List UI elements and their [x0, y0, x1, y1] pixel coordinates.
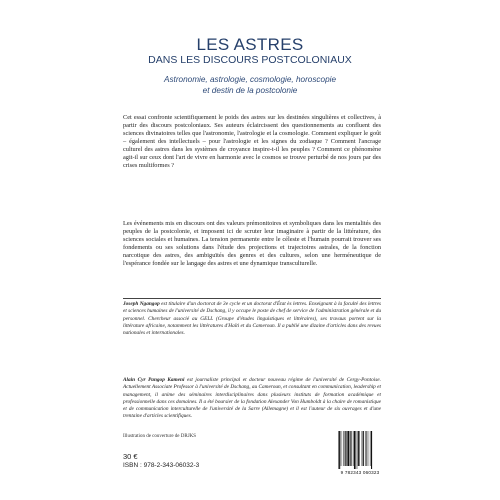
barcode-digits: 9 782343 060323 [340, 470, 380, 475]
summary-paragraph-2: Les événements mis en discours ont des valeurs prémonitoires et symboliques dans les mentalités des peuples de la postcolonie, et imposent ici de scruter leur imaginaire à partir de la littérature, des sciences sociales et humaines. La tension permanente entre le céleste et l'humain pourrait trouver ses fondements ou ses solutions dans l'étude des projections et trajectoires astrales, de la fonction narcotique des astres, des ambiguïtés des genres et des cultures, selon une herméneutique de l'espérance fondée sur le langage des astres et une dynamique transculturelle. [123, 220, 381, 268]
book-tagline-line-2: et destin de la postcolonie [202, 86, 298, 95]
back-cover [90, 0, 410, 500]
barcode-bar [370, 431, 371, 466]
divider [123, 298, 381, 299]
barcode-icon [337, 431, 383, 469]
barcode-bar [343, 431, 344, 466]
barcode-bar [339, 431, 340, 469]
barcode-bar [366, 431, 367, 466]
author-bio-1 [123, 301, 381, 375]
isbn: ISBN : 978-2-343-06032-3 [123, 462, 200, 469]
summary-paragraph-1: Cet essai confronte scientifiquement le poids des astres sur les destinées singulières et collectives, à partir des discours postcoloniaux. Ses auteurs éclaircissent des questionnements au confluent des sciences divinatoires telles que l'astronomie, l'astrologie et la cosmologie. Comment expliquer le goût – également des intellectuels – pour l'astrologie et les signes du zodiaque ? Comment l'ancrage culturel des astres dans les systèmes de croyance inspire-t-il les peuples ? Comment ce phénomène agit-il sur ceux dont l'art de vivre en harmonie avec le cosmos se trouve perturbé de nos jours par des crises multiformes ? [123, 114, 381, 170]
author-name-1: Joseph Ngangop [123, 301, 160, 307]
author-name-2: Alain Cyr Pangop Kameni [123, 377, 185, 383]
barcode-bar [351, 431, 352, 466]
barcode-bar [353, 431, 354, 466]
barcode-bar [358, 431, 359, 466]
barcode-bar [368, 431, 369, 466]
book-subtitle: DANS LES DISCOURS POSTCOLONIAUX [148, 54, 352, 66]
author-bio-text-1: est titulaire d'un doctorat de 3e cycle et un doctorat d'État ès lettres. Enseignant à la faculté des lettres et sciences humaines de l'université de Dschang, il y occupe le poste de chef de service de l'administration générale et du personnel. Chercheur associé au GELL (Groupe d'études linguistiques et littéraires), ses travaux portent sur la littérature africaine, notamment les littératures d'Haïti et du Cameroun. Il a publié une dizaine d'articles dans des revues nationales et internationales. [123, 301, 381, 337]
barcode-bar [345, 431, 346, 466]
barcode-bar [354, 431, 356, 469]
barcode-bar [338, 431, 339, 469]
barcode-bar [365, 431, 366, 466]
barcode-bar [350, 431, 351, 466]
barcode-bar [341, 431, 342, 466]
book-title: LES ASTRES [196, 35, 304, 54]
barcode-bar [357, 431, 358, 469]
barcode-bar [363, 431, 364, 466]
price: 30 € [123, 452, 138, 461]
barcode-bar [371, 431, 372, 469]
book-tagline-line-1: Astronomie, astrologie, cosmologie, horoscopie [163, 75, 337, 84]
barcode-bar [359, 431, 360, 466]
barcode-bar [347, 431, 349, 466]
illustration-credit: Illustration de couverture de DRJKS [123, 434, 197, 439]
barcode-bar [346, 431, 347, 466]
barcode-bar [362, 431, 363, 466]
author-bio-text-2: est journaliste principal et docteur nouveau régime de l'université de Cergy-Pontoise. Actuellement Associate Professor à l'université de Dschang, au Cameroun, et consultant en communication, leadership et management, il anime des séminaires interdisciplinaires dans plusieurs instituts de formation académique et professionnelle dans ces domaines. Il a été boursier de la fondation Alexander Von Humboldt à la chaire de romanistique et de communication interculturelle de l'université de la Sarre (Allemagne) et il est l'auteur de six ouvrages et d'une trentaine d'articles scientifiques. [123, 377, 381, 420]
